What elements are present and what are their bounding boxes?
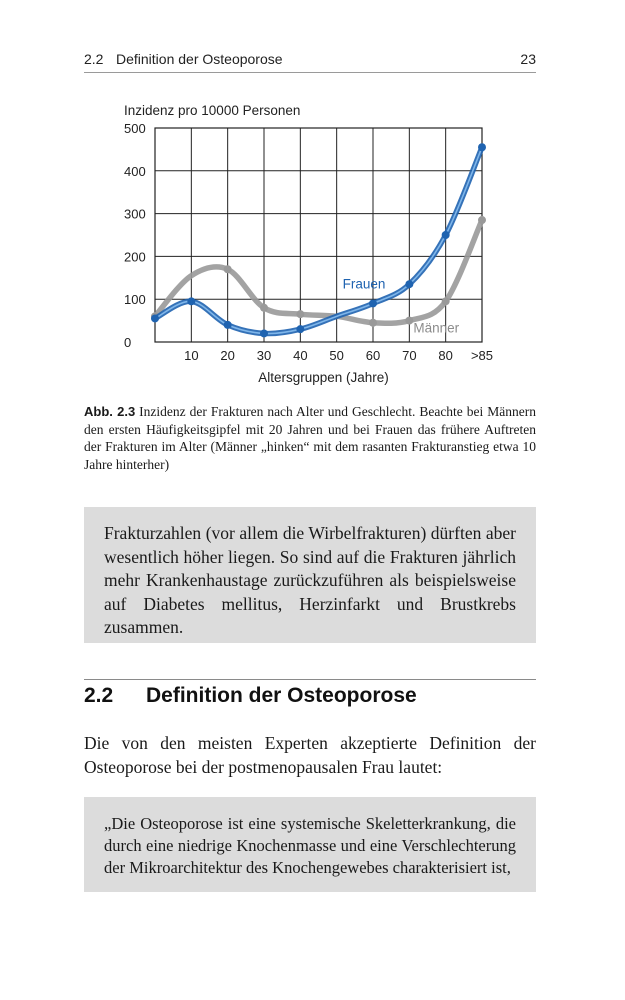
- y-tick-label: 500: [124, 121, 146, 136]
- x-tick-label: >85: [470, 348, 494, 363]
- figure-caption: [84, 403, 536, 473]
- x-tick-label: 40: [293, 348, 308, 363]
- y-tick-label: 100: [124, 292, 146, 308]
- y-tick-label: 300: [124, 206, 146, 222]
- x-tick-label: 50: [329, 348, 344, 363]
- data-point-frauen: [296, 325, 304, 333]
- data-point-maenner: [369, 319, 377, 327]
- data-point-frauen: [478, 143, 486, 151]
- y-tick-label: 200: [124, 249, 146, 265]
- data-point-frauen: [442, 231, 450, 239]
- data-point-frauen: [369, 299, 377, 307]
- legend-label-maenner: Männer: [413, 320, 460, 336]
- data-point-maenner: [296, 310, 304, 318]
- data-point-maenner: [260, 304, 268, 312]
- x-tick-label: 70: [402, 348, 417, 363]
- y-tick-label: 0: [124, 335, 132, 350]
- data-point-frauen: [151, 314, 159, 322]
- data-point-maenner: [405, 317, 413, 325]
- y-axis-title: Inzidenz pro 10000 Personen: [124, 103, 301, 118]
- section-number: 2.2: [84, 684, 114, 707]
- running-header: [84, 50, 536, 73]
- page-number: 23: [520, 51, 536, 67]
- x-axis-title: Altersgruppen (Jahre): [258, 370, 389, 385]
- data-point-maenner: [224, 265, 232, 273]
- section-rule: [84, 679, 536, 680]
- caption-text: Inzidenz der Frakturen nach Alter und Geschlecht. Beachte bei Männern den ersten Häufigkeitsgipfel mit 20 Jahren und bei Frauen das frühere Auftreten der Frakturen im Alter (Männer „hinken“ mit dem rasanten Frakturanstieg etwa 10 Jahre hinterher): [84, 404, 536, 472]
- x-tick-label: 60: [365, 348, 381, 363]
- section-title: Definition der Osteoporose: [146, 684, 417, 707]
- data-point-frauen: [260, 329, 268, 337]
- header-section-title: Definition der Osteoporose: [116, 51, 283, 67]
- legend-label-frauen: Frauen: [342, 276, 386, 292]
- fracture-incidence-chart: [110, 95, 510, 395]
- header-section-number: 2.2: [84, 51, 104, 67]
- data-point-maenner: [478, 216, 486, 224]
- x-tick-label: 20: [220, 348, 235, 363]
- x-tick-label: 30: [256, 348, 272, 363]
- body-paragraph: Die von den meisten Experten akzeptierte Definition der Osteoporose bei der postmenopausalen Frau lautet:: [84, 733, 536, 777]
- highlight-box: [84, 507, 536, 643]
- definition-box-text: „Die Osteoporose ist eine systemische Skeletterkrankung, die durch eine niedrige Knochenmasse und eine Verschlechterung der Mikroarchitektur des Knochengewebes charakterisiert ist,: [104, 814, 516, 877]
- x-tick-label: 10: [184, 348, 199, 363]
- y-tick-label: 400: [124, 163, 146, 179]
- chart-svg: [110, 95, 510, 395]
- highlight-box-text: Frakturzahlen (vor allem die Wirbelfrakturen) dürften aber wesentlich höher liegen. So sind auf die Frakturen jährlich mehr Krankenhaustage zurückzuführen als beispielsweise auf Diabetes mellitus, Herzinfarkt und Brustkrebs zusammen.: [104, 523, 516, 637]
- data-point-maenner: [442, 297, 450, 305]
- definition-box: [84, 797, 536, 892]
- caption-label: Abb. 2.3: [84, 404, 136, 419]
- data-point-frauen: [224, 321, 232, 329]
- x-tick-label: 80: [438, 348, 453, 363]
- data-point-frauen: [405, 280, 413, 288]
- data-point-frauen: [187, 297, 195, 305]
